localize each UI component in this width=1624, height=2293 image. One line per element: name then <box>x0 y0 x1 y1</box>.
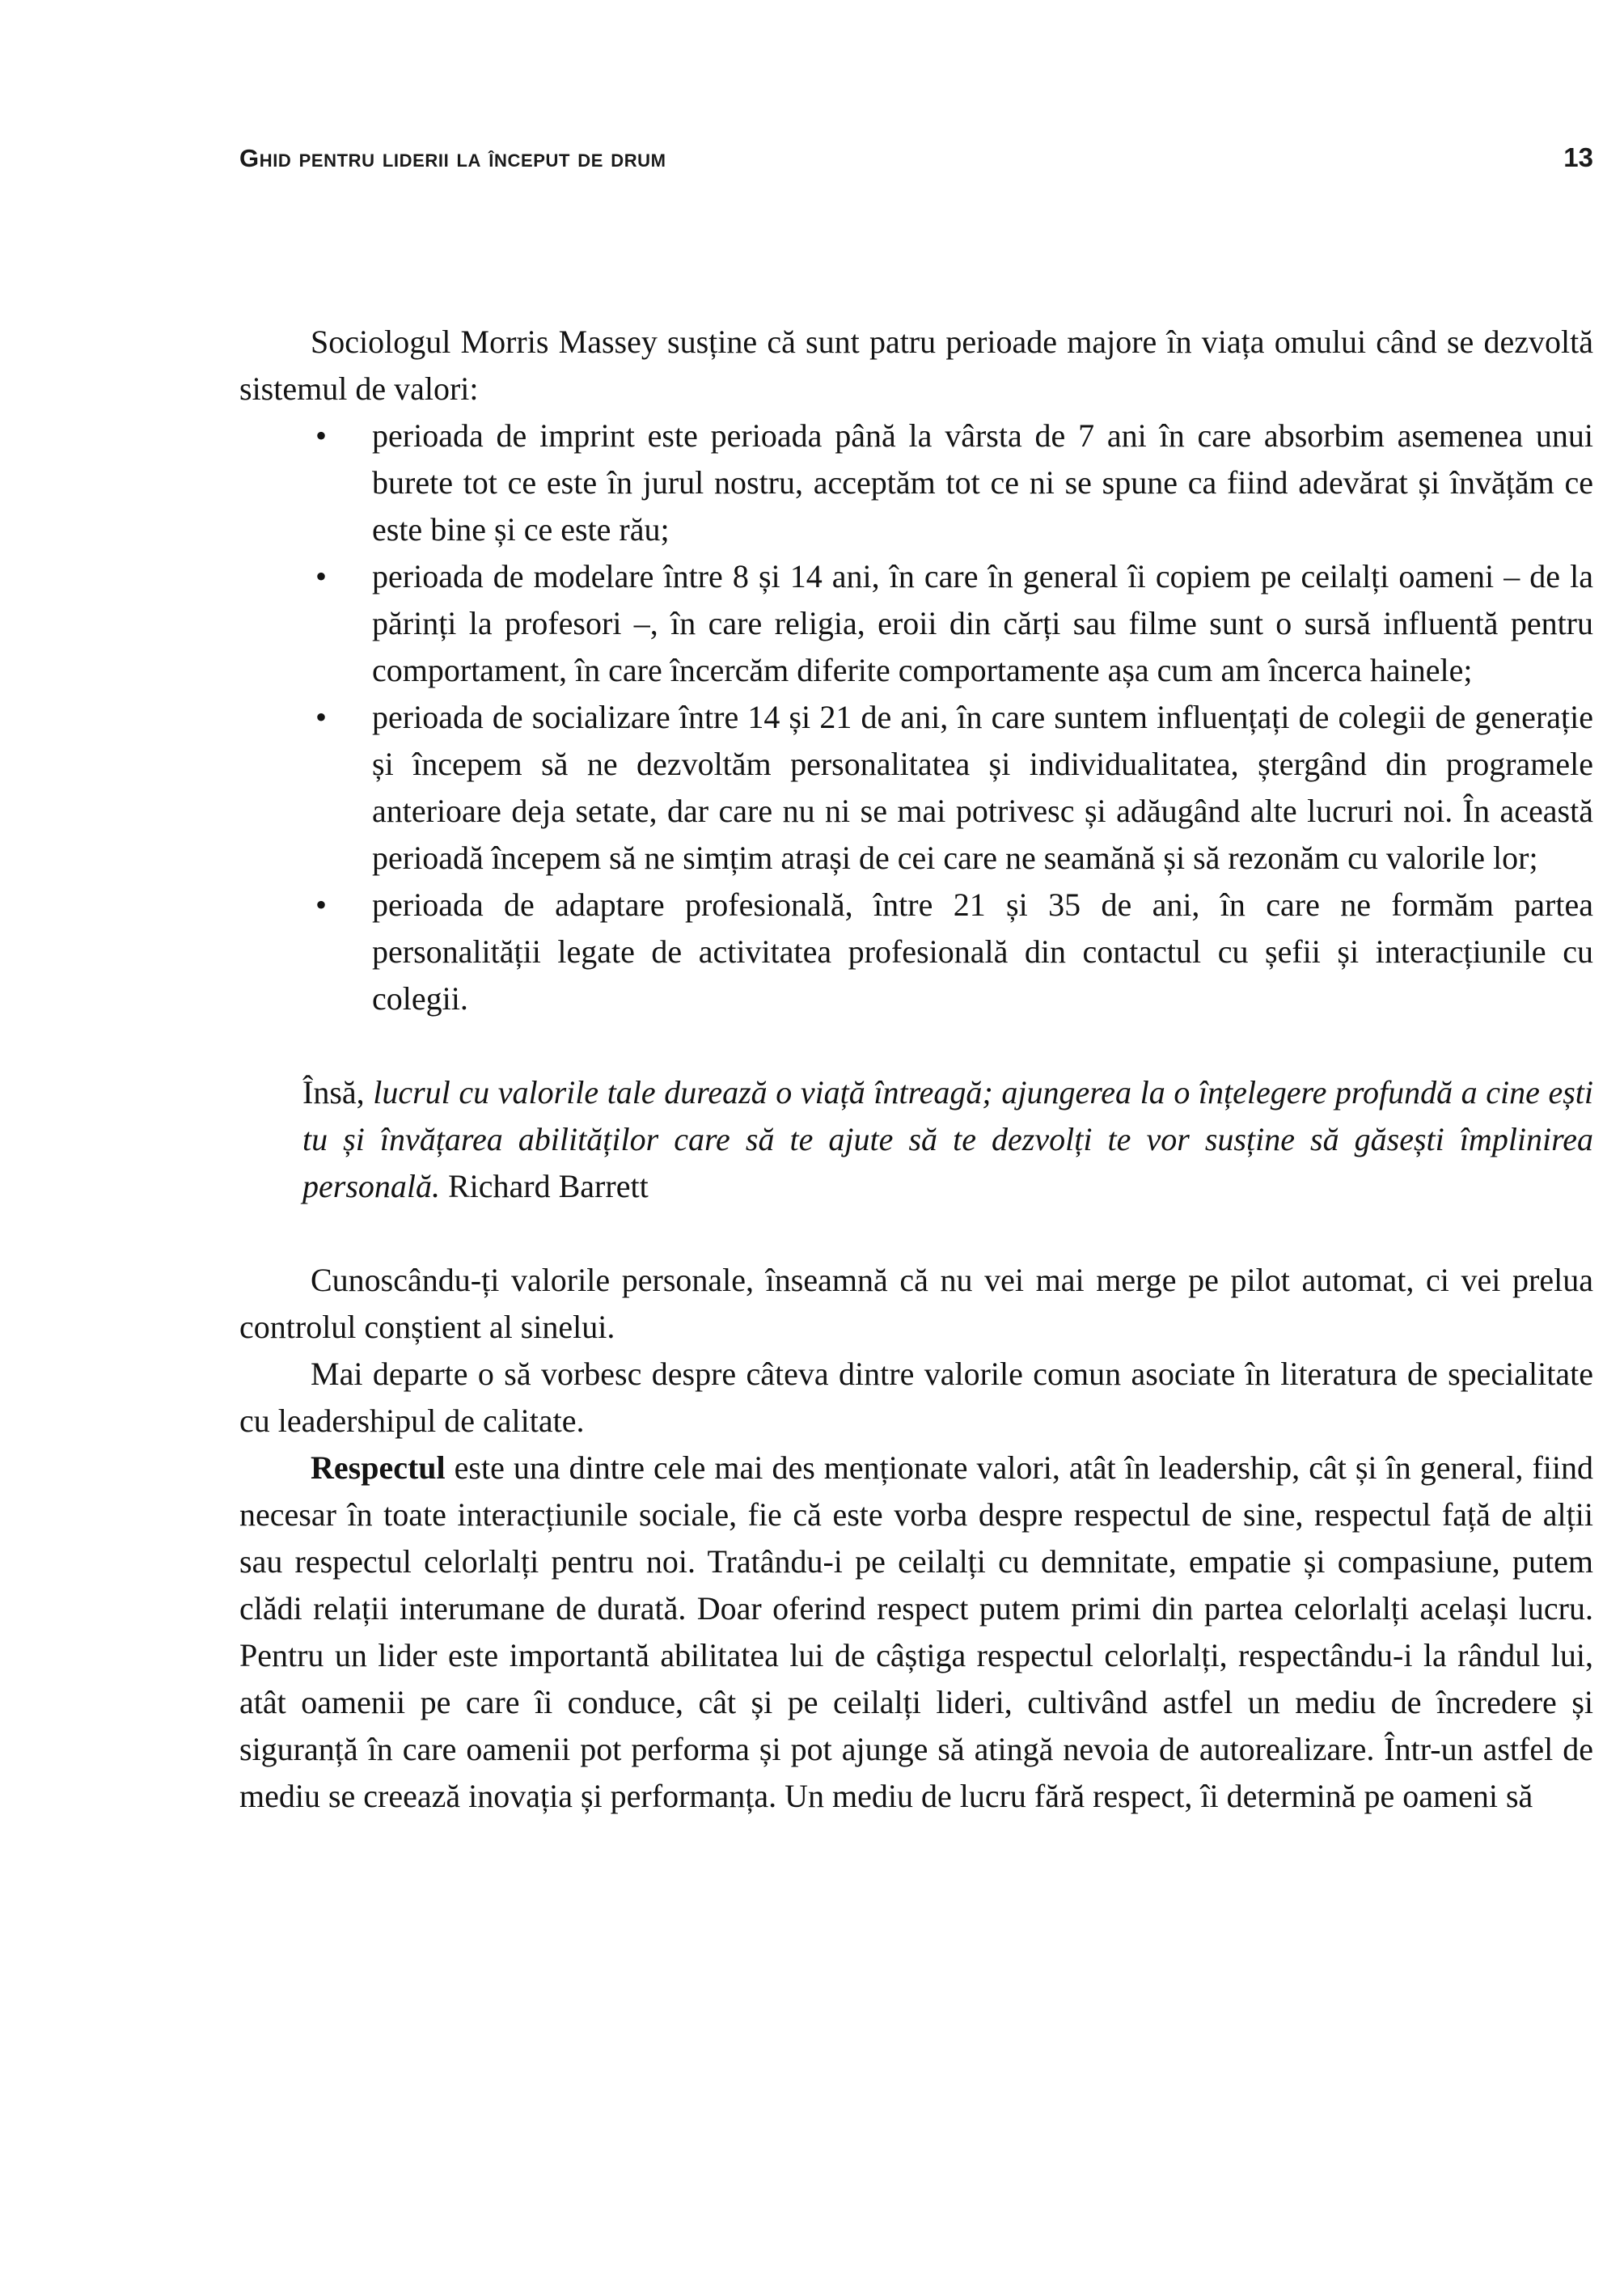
quote-lead: Însă, <box>302 1074 374 1111</box>
paragraph-values: Cunoscându-ți valorile personale, înseamnă că nu vei mai merge pe pilot automat, ci vei prelua controlul conștient al sinelui. <box>239 1262 1593 1345</box>
list-item <box>239 412 1593 553</box>
list-item-text: perioada de adaptare profesională, între 21 și 35 de ani, în care ne formăm partea personalității legate de activitatea profesională din contactul cu șefii și interacțiunile cu colegii. <box>372 886 1593 1017</box>
page-number: 13 <box>1563 142 1593 172</box>
quote-attribution: Richard Barrett <box>440 1168 649 1204</box>
paragraph-respect <box>239 1445 1593 1820</box>
paragraph-intro: Sociologul Morris Massey susține că sunt patru perioade majore în viața omului când se dezvoltă sistemul de valori: <box>239 324 1593 407</box>
bullet-icon: • <box>315 558 328 594</box>
running-title: Ghid pentru liderii la început de drum <box>239 144 666 172</box>
page-header <box>0 0 1624 173</box>
list-item-text: perioada de socializare între 14 și 21 de ani, în care suntem influențați de colegii de generație și începem să ne dezvoltăm personalitatea și individualitatea, ștergând din programele anterioare deja setate, dar care nu ni se mai potrivesc și adăugând alte lucruri noi. În această perioadă începem să ne simțim atrași de cei care ne seamănă și să rezonăm cu valorile lor; <box>372 699 1593 876</box>
bullet-icon: • <box>315 699 328 735</box>
bullet-list <box>239 412 1593 1022</box>
bullet-icon: • <box>315 886 328 923</box>
quote-text: lucrul cu valorile tale durează o viață întreagă; ajungerea la o înțelegere profundă a cine ești tu și învățarea abilităților care să te ajute să te dezvolți te vor susține să găsești împlinirea personală. <box>302 1074 1594 1204</box>
quote-block <box>302 1069 1593 1210</box>
list-item <box>239 882 1593 1022</box>
list-item <box>239 694 1593 882</box>
bullet-icon: • <box>315 417 328 454</box>
page-body <box>239 319 1593 1820</box>
respect-keyword: Respectul <box>311 1449 446 1486</box>
list-item-text: perioada de imprint este perioada până la vârsta de 7 ani în care absorbim asemenea unui burete tot ce este în jurul nostru, acceptăm tot ce ni se spune ca fiind adevărat și învățăm ce este bine și ce este rău; <box>372 417 1593 548</box>
list-item <box>239 553 1593 694</box>
paragraph-next: Mai departe o să vorbesc despre câteva dintre valorile comun asociate în literatura de specialitate cu leadershipul de calitate. <box>239 1356 1593 1439</box>
respect-text: este una dintre cele mai des menționate valori, atât în leadership, cât și în general, fiind necesar în toate interacțiunile sociale, fie că este vorba despre respectul de sine, respectul față de alții sau respectul celorlalți pentru noi. Tratându-i pe ceilalți cu demnitate, empatie și compasiune, putem clădi relații interumane de durată. Doar oferind respect putem primi din partea celorlalți același lucru. Pentru un lider este importantă abilitatea lui de câștiga respectul celorlalți, respectându-i la rândul lui, atât oamenii pe care îi conduce, cât și pe ceilalți lideri, cultivând astfel un mediu de încredere și siguranță în care oamenii pot performa și pot ajunge să atingă nevoia de autorealizare. Într-un astfel de mediu se creează inovația și performanța. Un mediu de lucru fără respect, îi determină pe oameni să <box>239 1449 1593 1814</box>
list-item-text: perioada de modelare între 8 și 14 ani, în care în general îi copiem pe ceilalți oameni – de la părinți la profesori –, în care religia, eroii din cărți sau filme sunt o sursă influentă pentru comportament, în care încercăm diferite comportamente așa cum am încerca hainele; <box>372 558 1593 688</box>
